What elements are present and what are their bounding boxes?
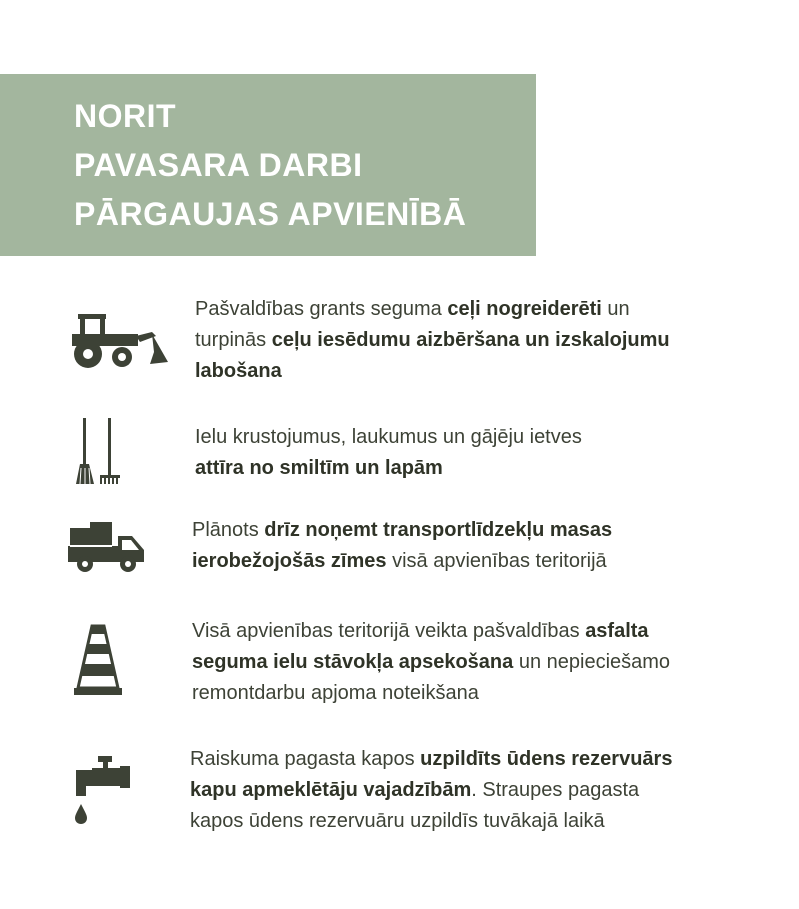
title-line-2: PAVASARA DARBI: [74, 147, 363, 183]
item-2-text: [195, 422, 582, 484]
text-line: [192, 546, 612, 577]
regular-text: Ielu krustojumus, laukumus un gājēju ietves: [195, 426, 582, 448]
text-line: [195, 453, 582, 484]
item-3-text: [192, 515, 612, 577]
traffic-cone-icon: [74, 624, 122, 703]
bold-text: kapu apmeklētāju vajadzībām: [190, 779, 472, 801]
bold-text: labošana: [195, 360, 282, 382]
regular-text: un nepieciešamo: [513, 651, 671, 673]
title-banner: [0, 74, 536, 256]
tractor-icon: [70, 312, 170, 375]
item-1-text: [195, 294, 670, 387]
text-line: [192, 616, 670, 647]
text-line: [192, 647, 670, 678]
regular-text: Plānots: [192, 519, 265, 541]
regular-text: un: [601, 298, 630, 320]
text-line: [195, 294, 670, 325]
text-line: [190, 744, 672, 775]
title-line-3: PĀRGAUJAS APVIENĪBĀ: [74, 196, 467, 232]
text-line: [192, 678, 670, 709]
regular-text: Visā apvienības teritorijā veikta pašvaldības: [192, 620, 586, 642]
bold-text: asfalta: [585, 620, 649, 642]
bold-text: uzpildīts ūdens rezervuārs: [420, 748, 673, 770]
regular-text: visā apvienības teritorijā: [386, 550, 607, 572]
bold-text: drīz noņemt transportlīdzekļu masas: [264, 519, 613, 541]
bold-text: attīra no smiltīm un lapām: [195, 457, 443, 479]
regular-text: . Straupes pagasta: [471, 779, 640, 801]
text-line: [195, 325, 670, 356]
text-line: [190, 775, 672, 806]
bold-text: ierobežojošās zīmes: [192, 550, 387, 572]
truck-icon: [68, 520, 146, 579]
text-line: [192, 515, 612, 546]
text-line: [195, 422, 582, 453]
regular-text: remontdarbu apjoma noteikšana: [192, 682, 479, 704]
bold-text: seguma ielu stāvokļa apsekošana: [192, 651, 514, 673]
broom-rake-icon: [72, 418, 124, 491]
regular-text: kapos ūdens rezervuāru uzpildīs tuvākajā laikā: [190, 810, 605, 832]
regular-text: turpinās: [195, 329, 272, 351]
title-line-1: NORIT: [74, 98, 177, 134]
bold-text: ceļu iesēdumu aizbēršana un izskalojumu: [271, 329, 670, 351]
water-tap-icon: [72, 756, 134, 831]
item-4-text: [192, 616, 670, 709]
bold-text: ceļi nogreiderēti: [447, 298, 602, 320]
item-5-text: [190, 744, 672, 837]
text-line: [190, 806, 672, 837]
regular-text: Raiskuma pagasta kapos: [190, 748, 421, 770]
text-line: [195, 356, 670, 387]
regular-text: Pašvaldības grants seguma: [195, 298, 448, 320]
